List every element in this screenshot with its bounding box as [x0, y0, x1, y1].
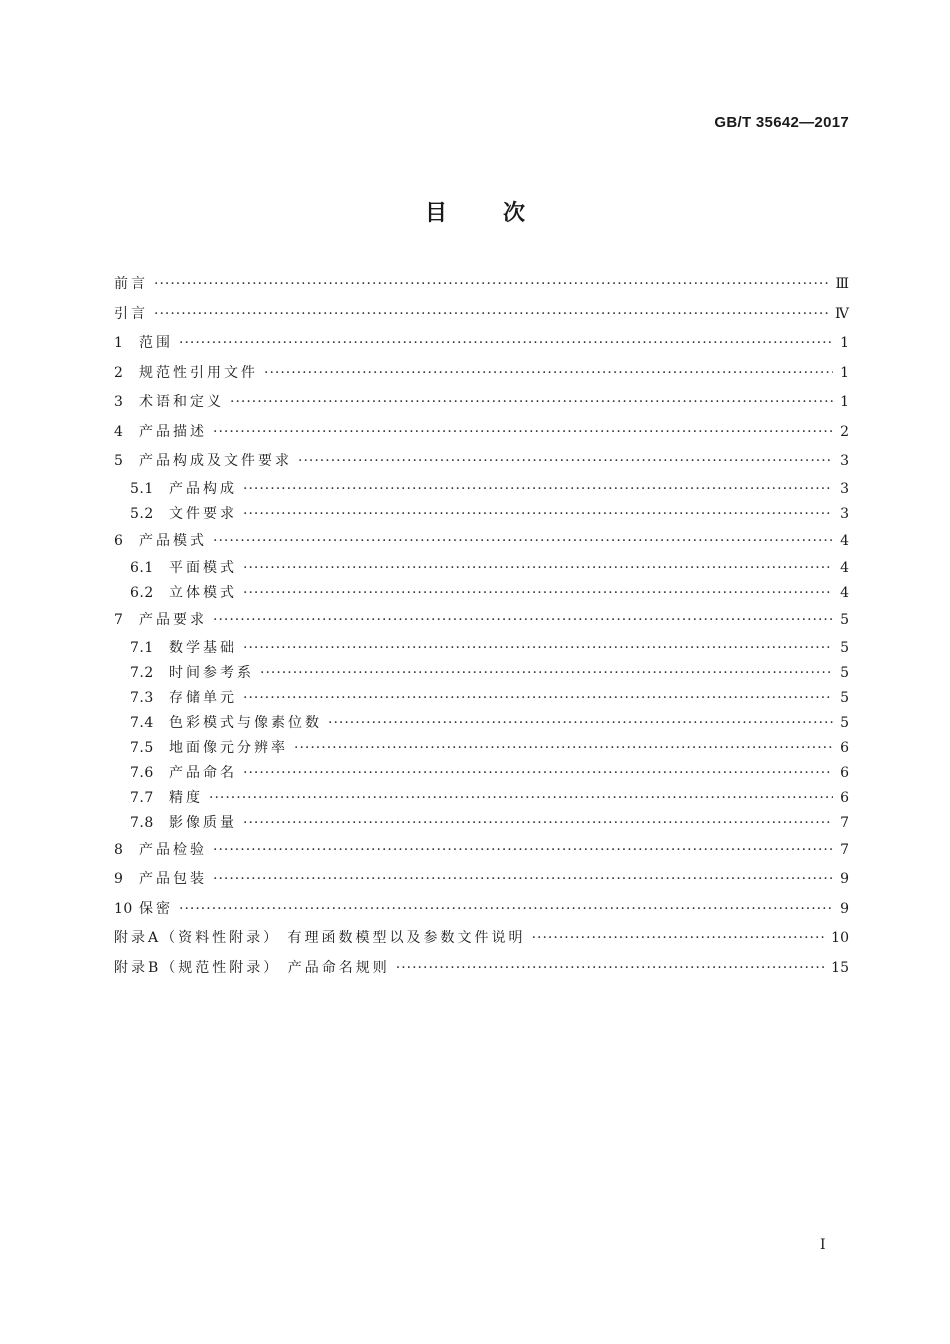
toc-entry-number: 5: [114, 453, 124, 469]
toc-entry-number: 7: [114, 612, 124, 628]
toc-entry-page: 9: [840, 871, 849, 887]
toc-leader-dots: [243, 477, 833, 502]
standard-code: GB/T 35642—2017: [714, 114, 849, 131]
toc-entry[interactable]: [114, 329, 849, 359]
toc-leader-dots: [294, 736, 833, 761]
toc-leader-dots: [230, 388, 833, 418]
toc-entry-page: 6: [840, 764, 849, 781]
toc-entry-page: 1: [840, 394, 849, 410]
toc-entry-number: 6.2: [130, 585, 154, 601]
toc-entry-page: 4: [840, 585, 849, 601]
toc-entry[interactable]: [114, 447, 849, 477]
toc-entry-number: 7.3: [130, 689, 154, 706]
toc-leader-dots: [243, 811, 833, 836]
toc-entry-label: 引言: [114, 305, 148, 322]
toc-leader-dots: [260, 661, 833, 686]
toc-leader-dots: [213, 836, 833, 866]
toc-entry[interactable]: [114, 954, 849, 984]
toc-entry[interactable]: [114, 477, 849, 502]
toc-entry-label: 前言: [114, 276, 148, 292]
toc-entry[interactable]: [114, 786, 849, 811]
toc-entry-label: 产品模式: [139, 532, 207, 549]
toc-entry-page: 5: [840, 612, 849, 628]
toc-entry[interactable]: [114, 736, 849, 761]
toc-entry-label: 保密: [139, 900, 173, 917]
toc-entry-page: 5: [840, 714, 849, 731]
toc-entry-label: 产品构成: [169, 480, 237, 497]
toc-entry-page: 1: [840, 364, 849, 381]
toc-entry-label: 平面模式: [169, 560, 237, 576]
toc-entry-number: 7.2: [130, 664, 154, 681]
toc-entry-number: 7.7: [130, 789, 154, 806]
toc-leader-dots: [243, 556, 833, 581]
toc-leader-dots: [154, 270, 829, 300]
toc-entry[interactable]: [114, 388, 849, 418]
toc-entry[interactable]: [114, 865, 849, 895]
toc-entry-page: 6: [840, 739, 849, 756]
toc-entry-page: 1: [840, 335, 849, 351]
toc-entry[interactable]: [114, 761, 849, 786]
toc-entry[interactable]: [114, 270, 849, 300]
toc-entry-number: 4: [114, 423, 124, 440]
toc-leader-dots: [213, 606, 833, 636]
toc-leader-dots: [328, 711, 833, 736]
toc-entry-number: 7.6: [130, 764, 154, 781]
toc-entry-number: 8: [114, 841, 124, 858]
toc-entry-page: 7: [840, 841, 849, 858]
toc-entry-label: 产品包装: [139, 871, 207, 887]
toc-leader-dots: [154, 300, 829, 330]
toc-entry[interactable]: [114, 359, 849, 389]
toc-entry-label: 术语和定义: [139, 394, 224, 410]
toc-entry[interactable]: [114, 300, 849, 330]
toc-leader-dots: [243, 761, 833, 786]
toc-entry-number: 10: [114, 900, 133, 917]
toc-entry-page: 10: [831, 930, 849, 946]
toc-leader-dots: [243, 686, 833, 711]
toc-entry-label: 存储单元: [169, 689, 237, 706]
toc-entry-page: 7: [840, 814, 849, 831]
toc-entry-number: 2: [114, 364, 124, 381]
toc-entry-page: 3: [840, 505, 849, 522]
toc-entry-page: 5: [840, 664, 849, 681]
footer-page-number: Ⅰ: [820, 1237, 826, 1253]
table-of-contents: [114, 270, 849, 983]
toc-entry-page: 4: [840, 532, 849, 549]
toc-leader-dots: [179, 895, 833, 925]
toc-leader-dots: [213, 418, 833, 448]
toc-entry-number: 7.1: [130, 639, 154, 656]
toc-entry-label: 产品描述: [139, 423, 207, 440]
toc-entry-number: 9: [114, 871, 124, 887]
toc-entry-number: 7.5: [130, 739, 154, 756]
toc-entry-number: 7.8: [130, 814, 154, 831]
toc-leader-dots: [243, 581, 833, 606]
toc-entry-label: 精度: [169, 789, 203, 806]
toc-entry-label: 时间参考系: [169, 664, 254, 681]
page-title: 目次: [424, 201, 581, 226]
toc-entry[interactable]: [114, 924, 849, 954]
toc-entry-label: 规范性引用文件: [139, 364, 258, 381]
toc-leader-dots: [179, 329, 833, 359]
toc-entry-number: 5.2: [130, 505, 154, 522]
toc-leader-dots: [243, 636, 833, 661]
toc-entry-label: 范围: [139, 335, 173, 351]
toc-leader-dots: [264, 359, 833, 389]
toc-entry-number: 7.4: [130, 714, 154, 731]
toc-entry-label: 产品要求: [139, 612, 207, 628]
toc-entry-page: 9: [840, 900, 849, 917]
toc-entry[interactable]: [114, 606, 849, 636]
toc-leader-dots: [396, 954, 825, 984]
toc-entry-label: 附录B（规范性附录） 产品命名规则: [114, 959, 390, 976]
toc-entry[interactable]: [114, 811, 849, 836]
toc-entry-page: 3: [840, 480, 849, 497]
toc-entry-page: 4: [840, 560, 849, 576]
toc-entry-label: 文件要求: [169, 505, 237, 522]
toc-entry-page: 6: [840, 789, 849, 806]
toc-entry-page: 3: [840, 453, 849, 469]
toc-entry[interactable]: [114, 836, 849, 866]
toc-entry[interactable]: [114, 418, 849, 448]
toc-entry[interactable]: [114, 502, 849, 527]
toc-entry[interactable]: [114, 556, 849, 581]
toc-entry[interactable]: [114, 686, 849, 711]
toc-entry-number: 1: [114, 335, 124, 351]
toc-entry-label: 产品检验: [139, 841, 207, 858]
toc-entry-label: 立体模式: [169, 585, 237, 601]
toc-entry-label: 产品构成及文件要求: [139, 453, 292, 469]
toc-entry-page: 2: [840, 423, 849, 440]
toc-entry-label: 地面像元分辨率: [169, 739, 288, 756]
toc-entry-page: 5: [840, 639, 849, 656]
toc-entry-number: 3: [114, 394, 124, 410]
toc-entry[interactable]: [114, 895, 849, 925]
toc-entry[interactable]: [114, 661, 849, 686]
toc-leader-dots: [243, 502, 833, 527]
toc-entry-page: Ⅲ: [835, 276, 849, 292]
toc-entry-number: 6: [114, 532, 124, 549]
toc-entry-label: 附录A（资料性附录） 有理函数模型以及参数文件说明: [114, 930, 526, 946]
toc-entry-number: 5.1: [130, 480, 154, 497]
toc-entry-label: 色彩模式与像素位数: [169, 714, 322, 731]
toc-entry-page: 5: [840, 689, 849, 706]
toc-leader-dots: [213, 527, 833, 557]
toc-leader-dots: [209, 786, 833, 811]
toc-entry[interactable]: [114, 711, 849, 736]
toc-entry-label: 影像质量: [169, 814, 237, 831]
toc-entry-page: Ⅳ: [835, 305, 849, 322]
toc-entry-page: 15: [831, 959, 849, 976]
toc-entry[interactable]: [114, 527, 849, 557]
toc-entry-number: 6.1: [130, 560, 154, 576]
toc-leader-dots: [298, 447, 833, 477]
toc-leader-dots: [213, 865, 833, 895]
toc-entry[interactable]: [114, 636, 849, 661]
toc-entry-label: 产品命名: [169, 764, 237, 781]
toc-entry[interactable]: [114, 581, 849, 606]
toc-leader-dots: [532, 924, 826, 954]
toc-entry-label: 数学基础: [169, 639, 237, 656]
